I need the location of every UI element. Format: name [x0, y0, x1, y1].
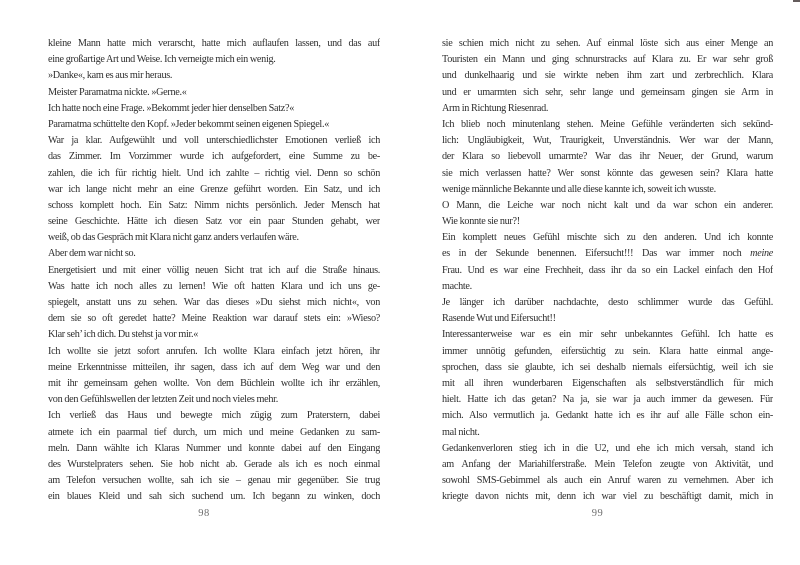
text-line: hielt. Hatte ich das getan? Na ja, sie war ja auch immer da gewesen. Für	[442, 394, 773, 406]
text-line: mit ihr gemeinsam gehen wollte. Von dem Büchlein wollte ich ihr erzählen,	[48, 377, 380, 389]
text-line: und er umarmten sich sehr, sehr lange und gemeinsam gingen sie Arm in	[442, 86, 773, 98]
text-line: ein blaues Kleid und sah sich suchend um. Ich begann zu winken, doch	[48, 491, 380, 503]
text-line: Ich blieb noch minutenlang stehen. Meine Gefühle veränderten sich sekünd-	[442, 118, 773, 130]
text-line: Frau. Und es war eine Frechheit, dass ihr da so ein Lackel einfach den Hof	[442, 264, 773, 276]
text-line: Ein komplett neues Gefühl mischte sich zu den anderen. Und ich konnte	[442, 232, 773, 244]
text-line: Wie konnte sie nur?!	[442, 216, 520, 228]
text-line: Arm in Richtung Riesenrad.	[442, 102, 549, 114]
text-line: Was hatte ich noch alles zu lernen! Wie oft hatten Klara und ich uns ge-	[48, 280, 380, 292]
text-line: kriegte davon nichts mit, denn ich war viel zu beschäftigt damit, mich in	[442, 491, 773, 503]
text-line: mit all ihren wunderbaren Eigenschaften als selbstverständlich für mich	[442, 377, 773, 389]
text-line: Gedankenverloren stieg ich in die U2, und ehe ich mich versah, stand ich	[442, 442, 773, 454]
text-line: weiß, ob das Gespräch mit Klara nicht ganz anders verlaufen wäre.	[48, 232, 299, 244]
text-line: wenige männliche Bekannte und alle diese kannte ich, soweit ich wusste.	[442, 183, 716, 195]
text-line: Ich wollte sie jetzt sofort anrufen. Ich wollte Klara einfach jetzt hören, ihr	[48, 345, 380, 357]
text-line: kleine Mann hatte mich verarscht, hatte mich auflaufen lassen, und das auf	[48, 38, 380, 49]
text-line: mich. Also vermutlich ja. Gedankt hatte ich es ihr auf alle Fälle schon ein-	[442, 410, 773, 422]
text-line: Touristen ein Mann und ging schnurstracks auf Klara zu. Er war sehr groß	[442, 54, 773, 66]
page-text	[442, 36, 773, 505]
text-line: sie mich verlassen hatte? Wer sonst könnte das gewesen sein? Klara hatte	[442, 167, 773, 179]
page-number-left: 98	[198, 508, 210, 519]
text-line: Je länger ich darüber nachdachte, desto schlimmer wurde das Gefühl.	[442, 297, 773, 308]
text-line: meine Erkenntnisse mitteilen, ihr sagen, dass ich auf dem Weg war und den	[48, 361, 380, 373]
text-line: sprochen, dass sie glaubte, ich sei deshalb niemals eifersüchtig, weil ich sie	[442, 361, 773, 373]
text-line: Klar seh’ ich dich. Du stehst ja vor mir.«	[48, 329, 199, 341]
page-number-right: 99	[591, 508, 604, 519]
text-line: »Danke«, kam es aus mir heraus.	[48, 70, 173, 82]
text-line: War ja klar. Aufgewühlt und voll unterschiedlichster Emotionen verließ ich	[48, 135, 380, 147]
text-line: sowohl SMS-Gebimmel als auch ein Anruf waren zu vernehmen. Aber ich	[442, 475, 773, 487]
text-line: sie schien mich nicht zu sehen. Auf einmal löste sich aus einer Menge an	[442, 38, 773, 49]
text-line: des Wurstelpraters sehen. Sie hob nicht ab. Gerade als ich es noch einmal	[48, 458, 380, 470]
text-line: Paramatma schüttelte den Kopf. »Jeder bekommt seinen eigenen Spiegel.«	[48, 118, 330, 130]
text-line: seine Geschichte. Hätte ich diesen Satz vor ein paar Stunden gehabt, wer	[48, 216, 380, 228]
text-line: immer unnötig gefunden, eifersüchtig zu sein. Klara hatte einmal ange-	[442, 345, 773, 357]
text-line: und dunkelhaarig und sie wirkte neben ihm zart und zerbrechlich. Klara	[442, 70, 773, 82]
text-line: Energetisiert und mit einer völlig neuen Sicht trat ich auf die Straße hinaus.	[48, 264, 380, 276]
text-line: dem sie so oft geredet hatte? Meine Reaktion war darauf stets ein: »Wieso?	[48, 313, 380, 325]
text-line: es in der Sekunde benennen. Eifersucht!!! Das war immer noch meine	[442, 248, 773, 260]
text-line: am Anfang der Mariahilferstraße. Mein Telefon zeugte von Aktivität, und	[442, 458, 773, 470]
text-line: war ich lange nicht mehr an eine Grenze geführt worden. Ein Satz, und ich	[48, 183, 380, 195]
page-text	[48, 36, 380, 505]
text-line: Rasende Wut und Eifersucht!!	[442, 313, 556, 325]
text-line: schoss komplett hoch. Ein Satz: Nimm nichts persönlich. Jeder Mensch hat	[48, 199, 380, 211]
text-line: das Zimmer. Im Vorzimmer wurde ich aufgefordert, eine Summe zu be-	[48, 151, 380, 163]
text-line: Aber dem war nicht so.	[48, 248, 136, 260]
text-line: mal nicht.	[442, 426, 480, 438]
text-line: meln. Dann wählte ich Klaras Nummer und konnte dabei auf den Eingang	[48, 442, 380, 454]
text-line: spiegelt, anstatt uns zu sehen. War das dieses »Du siehst mich nicht«, von	[48, 297, 380, 308]
text-line: der Klara so liebevoll umarmte? War das ihr Neuer, der Grund, warum	[442, 151, 773, 163]
text-line: Meister Paramatma nickte. »Gerne.«	[48, 86, 187, 98]
text-line: zahlen, die ich für richtig hielt. Und ich zahlte – richtig viel. Denn so schön	[48, 167, 380, 179]
text-line: Ich verließ das Haus und bewegte mich zügig zum Praterstern, dabei	[48, 410, 380, 422]
page-left	[48, 36, 380, 505]
text-line: O Mann, die Leiche war noch nicht kalt und da war schon ein anderer.	[442, 199, 773, 211]
text-line: von den Gefühlswellen der letzten Zeit und noch vieles mehr.	[48, 394, 278, 406]
text-line: am Telefon versuchen wollte, sah ich sie – genau mir gegenüber. Sie trug	[48, 475, 380, 487]
page-right	[442, 36, 773, 505]
text-line: lich: Ungläubigkeit, Wut, Traurigkeit, Unverständnis. Wer war der Mann,	[442, 135, 773, 147]
text-line: Interessanterweise war es ein mir sehr unbekanntes Gefühl. Ich hatte es	[442, 329, 773, 341]
scan-edge-mark	[793, 0, 800, 2]
text-line: atmete ich ein paarmal tief durch, um mich und meine Gedanken zu sam-	[48, 426, 380, 438]
text-line: Ich hatte noch eine Frage. »Bekommt jeder hier denselben Satz?«	[48, 102, 295, 114]
text-line: eine großartige Art und Weise. Ich verneigte mich ein wenig.	[48, 54, 276, 66]
text-line: machte.	[442, 280, 472, 292]
